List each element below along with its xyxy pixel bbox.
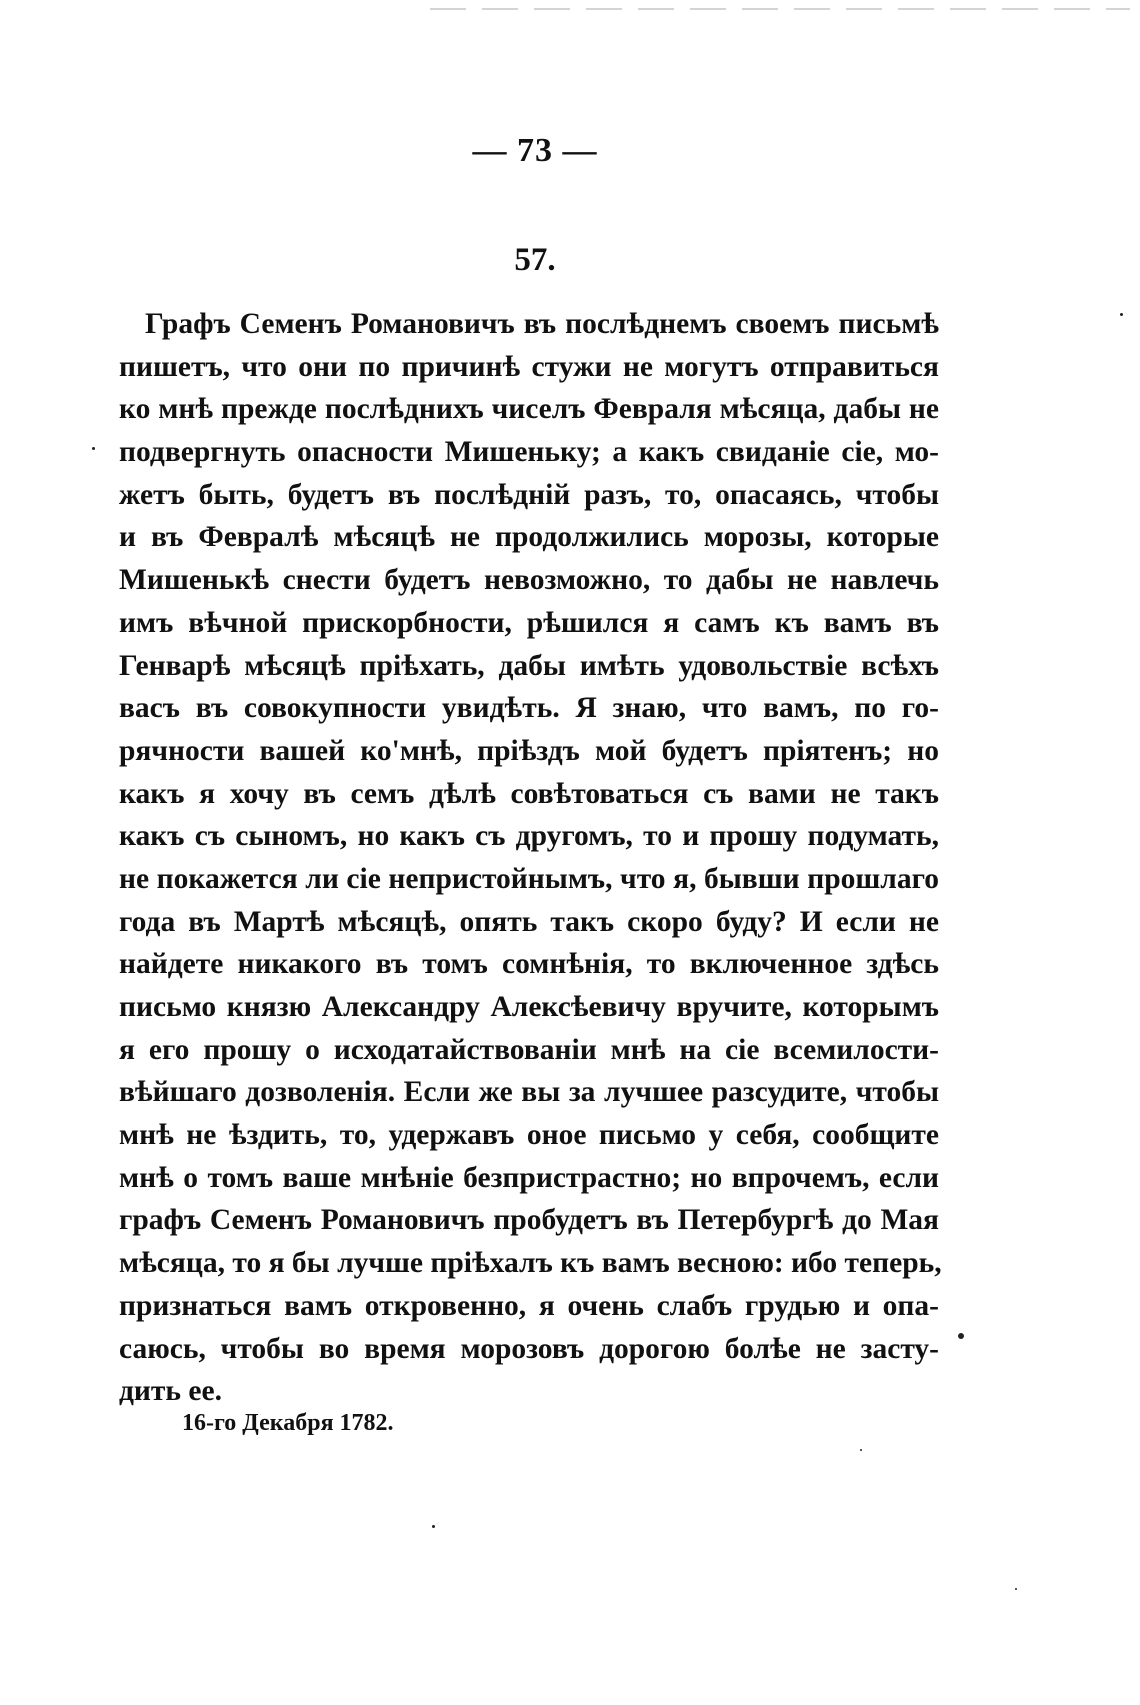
letter-date: 16-го Декабря 1782. (182, 1410, 394, 1436)
letter-body (119, 303, 942, 1413)
body-line: Генварѣ мѣсяцѣ пріѣхать, дабы имѣть удовольствіе всѣхъ (119, 649, 939, 682)
body-line: графъ Семенъ Романовичъ пробудетъ въ Петербургѣ до Мая (119, 1204, 939, 1237)
scan-speck (958, 1333, 964, 1339)
body-line: какъ я хочу въ семъ дѣлѣ совѣтоваться съ вами не такъ (119, 777, 939, 810)
body-line: пишетъ, что они по причинѣ стужи не могутъ отправиться (119, 350, 939, 383)
body-line: и въ Февралѣ мѣсяцѣ не продолжились морозы, которые (119, 521, 939, 554)
scan-speck (92, 447, 95, 450)
body-line: найдете никакого въ томъ сомнѣнія, то включенное здѣсь (119, 948, 939, 981)
scan-speck (860, 1449, 862, 1451)
scan-speck (1120, 313, 1123, 316)
body-line: года въ Мартѣ мѣсяцѣ, опять такъ скоро буду? И если не (119, 905, 939, 938)
scan-speck (432, 1525, 435, 1528)
letter-number: 57. (514, 242, 556, 278)
body-line: васъ въ совокупности увидѣть. Я знаю, что вамъ, по го- (119, 692, 939, 725)
body-line: жетъ быть, будетъ въ послѣдній разъ, то, опасаясь, чтобы (119, 478, 939, 511)
body-line: подвергнуть опасности Мишеньку; а какъ свиданіе сіе, мо- (119, 436, 939, 469)
body-line: признаться вамъ откровенно, я очень слабъ грудью и опа- (119, 1289, 939, 1322)
body-line: саюсь, чтобы во время морозовъ дорогою болѣе не засту- (119, 1332, 939, 1365)
body-line: Мишенькѣ снести будетъ невозможно, то дабы не навлечь (119, 564, 939, 597)
body-line: не покажется ли сіе непристойнымъ, что я, бывши прошлаго (119, 862, 939, 895)
body-line: вѣйшаго дозволенія. Если же вы за лучшее разсудите, чтобы (119, 1076, 939, 1109)
body-line: рячности вашей ко'мнѣ, пріѣздъ мой будетъ пріятенъ; но (119, 734, 939, 767)
body-line: ко мнѣ прежде послѣднихъ чиселъ Февраля мѣсяца, дабы не (119, 393, 939, 426)
body-line: имъ вѣчной прискорбности, рѣшился я самъ къ вамъ въ (119, 606, 939, 639)
body-line: Графъ Семенъ Романовичъ въ послѣднемъ своемъ письмѣ (145, 308, 939, 340)
body-line: я его прошу о исходатайствованіи мнѣ на сіе всемилости- (119, 1033, 939, 1066)
body-line: письмо князю Александру Алексѣевичу вручите, которымъ (119, 991, 939, 1023)
body-line: какъ съ сыномъ, но какъ съ другомъ, то и прошу подумать, (119, 820, 939, 853)
body-line: дить ее. (119, 1375, 222, 1408)
body-line: мнѣ не ѣздить, то, удержавъ оное письмо у себя, сообщите (119, 1119, 939, 1152)
page-number: — 73 — (472, 132, 598, 169)
body-line: мнѣ о томъ ваше мнѣніе безпристрастно; но впрочемъ, если (119, 1161, 939, 1194)
top-edge-rule (430, 8, 1130, 10)
body-line: мѣсяца, то я бы лучше пріѣхалъ къ вамъ весною: ибо теперь, (119, 1247, 942, 1280)
scan-speck (1015, 1588, 1017, 1590)
